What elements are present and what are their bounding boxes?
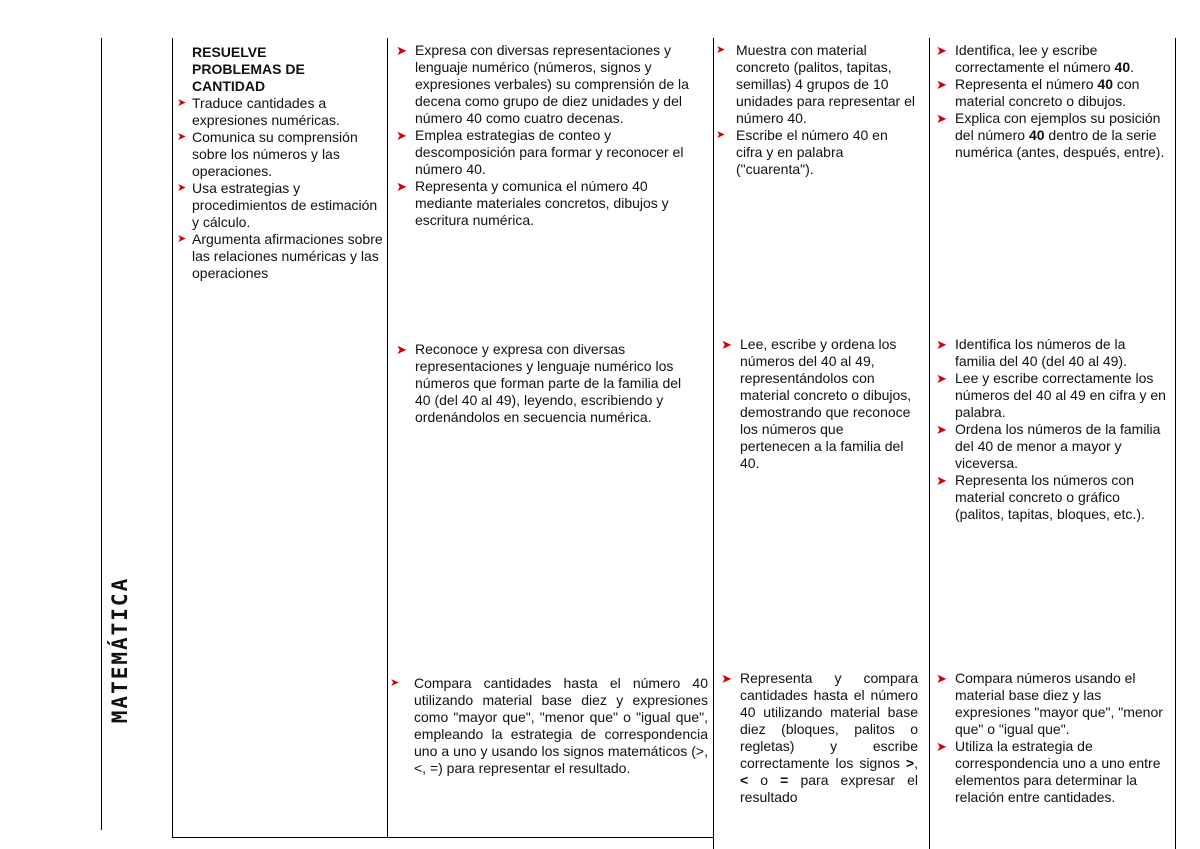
row2-evidence <box>933 336 1168 523</box>
column-divider-2 <box>713 38 714 849</box>
arrow-bullet-icon: ➤ <box>721 337 732 352</box>
arrow-bullet-icon: ➤ <box>177 97 187 109</box>
list-item: ➤ Compara cantidades hasta el número 40 utilizando material base diez y expresiones como "mayor que", "menor que" o "igual que", empleando la estrategia de correspondencia uno a uno y usando los signos matemáticos (>, <, =) para representar el resultado. <box>390 675 708 776</box>
table-bottom-border <box>172 837 714 838</box>
list-item: ➤ Representa y comunica el número 40 mediante materiales concretos, dibujos y escritura numérica. <box>396 178 669 228</box>
competency-title: RESUELVE PROBLEMAS DE CANTIDAD <box>192 44 305 94</box>
row3-evidence <box>933 670 1170 806</box>
list-item: ➤ Lee, escribe y ordena los números del 40 al 49, representándolos con material concreto o dibujos, demostrando que reconoce los números que pertenecen a la familia del 40. <box>721 336 912 471</box>
arrow-bullet-icon: ➤ <box>936 422 947 437</box>
arrow-bullet-icon: ➤ <box>396 179 407 194</box>
capacity-list <box>177 95 384 282</box>
arrow-bullet-icon: ➤ <box>936 77 947 92</box>
list-item: ➤ Representa y compara cantidades hasta el número 40 utilizando material base diez (bloques, palitos o regletas) y escribe correctamente los signos >, < o = para expresar el resultado <box>721 670 919 805</box>
list-item: ➤ Representa el número 40 con material concreto o dibujos. <box>936 76 1140 109</box>
list-item: ➤ Compara números usando el material base diez y las expresiones "mayor que", "menor que" o "igual que". <box>936 670 1163 737</box>
arrow-bullet-icon: ➤ <box>177 233 187 245</box>
list-item: ➤ Explica con ejemplos su posición del número 40 dentro de la serie numérica (antes, después, entre). <box>936 110 1165 160</box>
row1-performance <box>393 42 698 229</box>
arrow-bullet-icon: ➤ <box>936 371 947 386</box>
list-item: ➤ Identifica los números de la familia del 40 (del 40 al 49). <box>936 336 1127 369</box>
list-item: ➤ Representa los números con material concreto o gráfico (palitos, tapitas, bloques, etc.). <box>936 472 1145 522</box>
arrow-bullet-icon: ➤ <box>936 473 947 488</box>
table-left-border <box>172 38 173 838</box>
list-item: ➤ Argumenta afirmaciones sobre las relaciones numéricas y las operaciones <box>177 231 383 281</box>
row2-performance <box>393 341 698 426</box>
list-item: ➤ Escribe el número 40 en cifra y en palabra ("cuarenta"). <box>716 127 888 177</box>
row1-activities <box>716 42 916 178</box>
list-item: ➤ Identifica, lee y escribe correctamente el número 40. <box>936 42 1134 75</box>
arrow-bullet-icon: ➤ <box>396 342 407 357</box>
arrow-bullet-icon: ➤ <box>177 131 187 143</box>
subject-text: MATEMÁTICA <box>108 576 132 724</box>
arrow-bullet-icon: ➤ <box>721 671 732 686</box>
arrow-bullet-icon: ➤ <box>936 43 947 58</box>
arrow-bullet-icon: ➤ <box>936 337 947 352</box>
competency-cell <box>177 44 384 282</box>
list-item: ➤ Utiliza la estrategia de correspondencia uno a uno entre elementos para determinar la relación entre cantidades. <box>936 738 1161 805</box>
arrow-bullet-icon: ➤ <box>396 43 407 58</box>
arrow-bullet-icon: ➤ <box>936 671 947 686</box>
row3-activities <box>718 670 918 806</box>
list-item: ➤ Traduce cantidades a expresiones numéricas. <box>177 95 340 128</box>
arrow-bullet-icon: ➤ <box>390 677 400 689</box>
list-item: ➤ Ordena los números de la familia del 40 de menor a mayor y viceversa. <box>936 421 1161 471</box>
arrow-bullet-icon: ➤ <box>396 128 407 143</box>
list-item: ➤ Reconoce y expresa con diversas representaciones y lenguaje numérico los números que forman parte de la familia del 40 (del 40 al 49), leyendo, escribiendo y ordenándolos en secuencia numérica. <box>396 341 682 425</box>
list-item: ➤ Usa estrategias y procedimientos de estimación y cálculo. <box>177 180 378 230</box>
arrow-bullet-icon: ➤ <box>716 129 726 141</box>
arrow-bullet-icon: ➤ <box>177 182 187 194</box>
list-item: ➤ Muestra con material concreto (palitos, tapitas, semillas) 4 grupos de 10 unidades para representar el número 40. <box>716 42 916 126</box>
table-right-border <box>1175 38 1176 849</box>
arrow-bullet-icon: ➤ <box>936 739 947 754</box>
list-item: ➤ Expresa con diversas representaciones y lenguaje numérico (números, signos y expresiones verbales) su comprensión de la decena como grupo de diez unidades y del número 40 como cuatro decenas. <box>396 42 689 126</box>
row2-activities <box>718 336 916 472</box>
arrow-bullet-icon: ➤ <box>716 44 726 56</box>
row3-performance <box>390 675 708 777</box>
column-divider-3 <box>929 38 930 849</box>
list-item: ➤ Emplea estrategias de conteo y descomposición para formar y reconocer el número 40. <box>396 127 684 177</box>
arrow-bullet-icon: ➤ <box>936 111 947 126</box>
row1-evidence <box>933 42 1168 161</box>
subject-label <box>100 520 140 780</box>
column-divider-1 <box>387 38 388 838</box>
list-item: ➤ Lee y escribe correctamente los números del 40 al 49 en cifra y en palabra. <box>936 370 1166 420</box>
list-item: ➤ Comunica su comprensión sobre los números y las operaciones. <box>177 129 358 179</box>
